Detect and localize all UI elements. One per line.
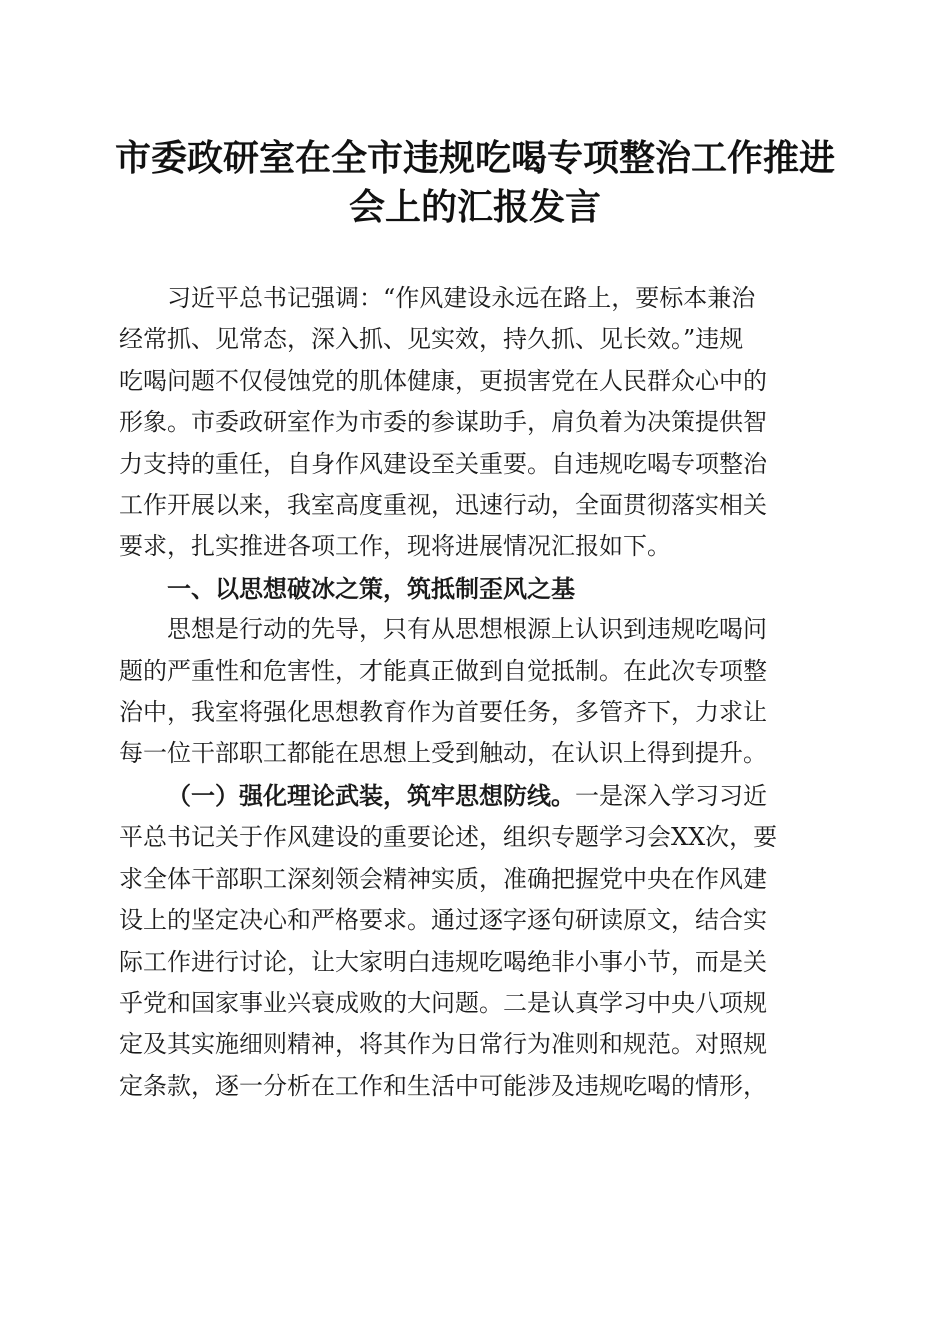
paragraph-line: 习近平总书记强调：“作风建设永远在路上，要标本兼治 — [167, 284, 756, 312]
paragraph-line: 题的严重性和危害性，才能真正做到自觉抵制。在此次专项整 — [119, 656, 767, 685]
section-paragraph — [119, 609, 831, 775]
paragraph-line: 要求，扎实推进各项工作，现将进展情况汇报如下。 — [119, 532, 671, 561]
paragraph-line: 乎党和国家事业兴衰成败的大问题。二是认真学习中央八项规 — [119, 988, 767, 1017]
paragraph-line: 形象。市委政研室作为市委的参谋助手，肩负着为决策提供智 — [119, 408, 767, 437]
paragraph-line: 力支持的重任，自身作风建设至关重要。自违规吃喝专项整治 — [119, 449, 767, 478]
document-title-line-1: 市委政研室在全市违规吃喝专项整治工作推进 — [114, 137, 835, 179]
paragraph-line: 工作开展以来，我室高度重视，迅速行动，全面贯彻落实相关 — [119, 491, 767, 520]
paragraph-line: 吃喝问题不仅侵蚀党的肌体健康，更损害党在人民群众心中的 — [119, 366, 767, 395]
subsection-lead-text: 一是深入学习习近 — [575, 781, 767, 810]
paragraph-line: 际工作进行讨论，让大家明白违规吃喝绝非小事小节，而是关 — [119, 947, 767, 976]
subsection-paragraph — [119, 775, 831, 1107]
paragraph-line: 设上的坚定决心和严格要求。通过逐字逐句研读原文，结合实 — [119, 906, 767, 935]
paragraph-line: 思想是行动的先导，只有从思想根源上认识到违规吃喝问 — [167, 615, 767, 644]
paragraph-line: 定条款，逐一分析在工作和生活中可能涉及违规吃喝的情形， — [119, 1071, 767, 1100]
document-title-line-2: 会上的汇报发言 — [348, 186, 601, 228]
paragraph-line: 求全体干部职工深刻领会精神实质，准确把握党中央在作风建 — [119, 864, 767, 893]
document-title — [110, 134, 840, 232]
subsection-heading: （一）强化理论武装，筑牢思想防线。 — [167, 780, 575, 810]
intro-paragraph — [119, 278, 831, 568]
paragraph-line — [119, 775, 831, 817]
paragraph-line: 平总书记关于作风建设的重要论述，组织专题学习会XX次，要 — [119, 823, 778, 852]
document-body — [119, 278, 831, 1107]
paragraph-line: 定及其实施细则精神，将其作为日常行为准则和规范。对照规 — [119, 1030, 767, 1059]
paragraph-line: 经常抓、见常态，深入抓、见实效，持久抓、见长效。”违规 — [119, 325, 744, 354]
paragraph-line: 每一位干部职工都能在思想上受到触动，在认识上得到提升。 — [119, 739, 767, 768]
paragraph-line: 治中，我室将强化思想教育作为首要任务，多管齐下，力求让 — [119, 698, 767, 727]
section-heading: 一、以思想破冰之策，筑抵制歪风之基 — [167, 573, 575, 603]
